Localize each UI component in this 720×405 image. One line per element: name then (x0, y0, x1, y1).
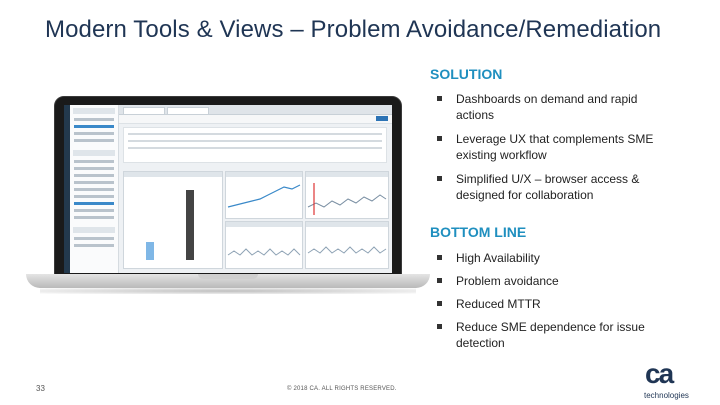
app-main (119, 105, 392, 273)
bottom-line-item (436, 296, 686, 312)
logo-mark: ca (645, 358, 673, 389)
chart-bar (186, 190, 194, 260)
table-row (128, 133, 382, 135)
metrics-table (123, 127, 387, 163)
solution-heading: SOLUTION (430, 66, 503, 82)
sidebar-row (74, 216, 114, 219)
line-chart (306, 227, 388, 267)
line-chart-panel (225, 171, 303, 219)
solution-item-text: Dashboards on demand and rapid (456, 92, 638, 106)
page-number: 33 (36, 384, 45, 393)
bottom-line-item-text: High Availability (456, 251, 540, 265)
laptop-lid (54, 96, 402, 278)
toolbar-button (376, 116, 388, 121)
panel-header (124, 172, 222, 177)
line-chart-panel (305, 171, 389, 219)
app-tab-bar (119, 105, 392, 115)
sidebar-row (74, 181, 114, 184)
square-bullet-icon (437, 136, 442, 141)
bottom-line-item (436, 250, 686, 266)
dashboard-screen (64, 105, 392, 273)
app-sidebar (70, 105, 119, 273)
line-chart (226, 177, 302, 217)
square-bullet-icon (437, 176, 442, 181)
sidebar-row (74, 167, 114, 170)
bottom-line-item-text: Reduced MTTR (456, 297, 541, 311)
sidebar-row (74, 244, 114, 247)
square-bullet-icon (437, 324, 442, 329)
sidebar-row (74, 139, 114, 142)
sidebar-row-selected (74, 125, 114, 128)
solution-item (436, 171, 686, 203)
laptop-shadow (40, 288, 416, 294)
sidebar-row (74, 118, 114, 121)
line-chart-panel (225, 221, 303, 269)
sidebar-row (74, 237, 114, 240)
solution-item-text: designed for collaboration (456, 188, 594, 202)
bottom-line-item-text: detection (456, 336, 505, 350)
line-chart (226, 227, 302, 267)
solution-item-text: actions (456, 108, 495, 122)
sidebar-row (74, 132, 114, 135)
laptop-notch (198, 274, 258, 279)
laptop-dashboard-mockup (26, 96, 430, 296)
square-bullet-icon (437, 96, 442, 101)
sidebar-header (73, 227, 115, 233)
chart-bar (146, 242, 154, 260)
sidebar-header (73, 150, 115, 156)
sidebar-row (74, 174, 114, 177)
solution-item-text: Leverage UX that complements SME (456, 132, 654, 146)
bottom-line-item (436, 273, 686, 289)
solution-item-text: Simplified U/X – browser access & (456, 172, 640, 186)
sidebar-row-selected (74, 202, 114, 205)
table-row (128, 140, 382, 142)
sidebar-row (74, 160, 114, 163)
square-bullet-icon (437, 278, 442, 283)
bottom-line-heading: BOTTOM LINE (430, 224, 527, 240)
app-toolbar (119, 115, 392, 124)
table-row (128, 147, 382, 149)
bottom-line-item-text: Problem avoidance (456, 274, 559, 288)
solution-list (436, 91, 686, 203)
copyright-text: © 2018 CA. ALL RIGHTS RESERVED. (287, 386, 397, 392)
app-tab (167, 107, 209, 115)
bar-chart-panel (123, 171, 223, 269)
line-chart (306, 177, 388, 217)
slide-title: Modern Tools & Views – Problem Avoidance/Remediation (45, 16, 662, 43)
bottom-line-list (436, 250, 686, 351)
logo-text: technologies (644, 391, 689, 400)
bottom-line-item-text: Reduce SME dependence for issue (456, 320, 645, 334)
square-bullet-icon (437, 301, 442, 306)
solution-item (436, 91, 686, 123)
sidebar-row (74, 188, 114, 191)
solution-item-text: existing workflow (456, 148, 547, 162)
sidebar-header (73, 108, 115, 114)
square-bullet-icon (437, 255, 442, 260)
solution-item (436, 131, 686, 163)
line-chart-panel (305, 221, 389, 269)
app-tab (123, 107, 165, 115)
sidebar-row (74, 209, 114, 212)
bottom-line-item (436, 319, 686, 351)
ca-technologies-logo (644, 358, 694, 402)
sidebar-row (74, 195, 114, 198)
